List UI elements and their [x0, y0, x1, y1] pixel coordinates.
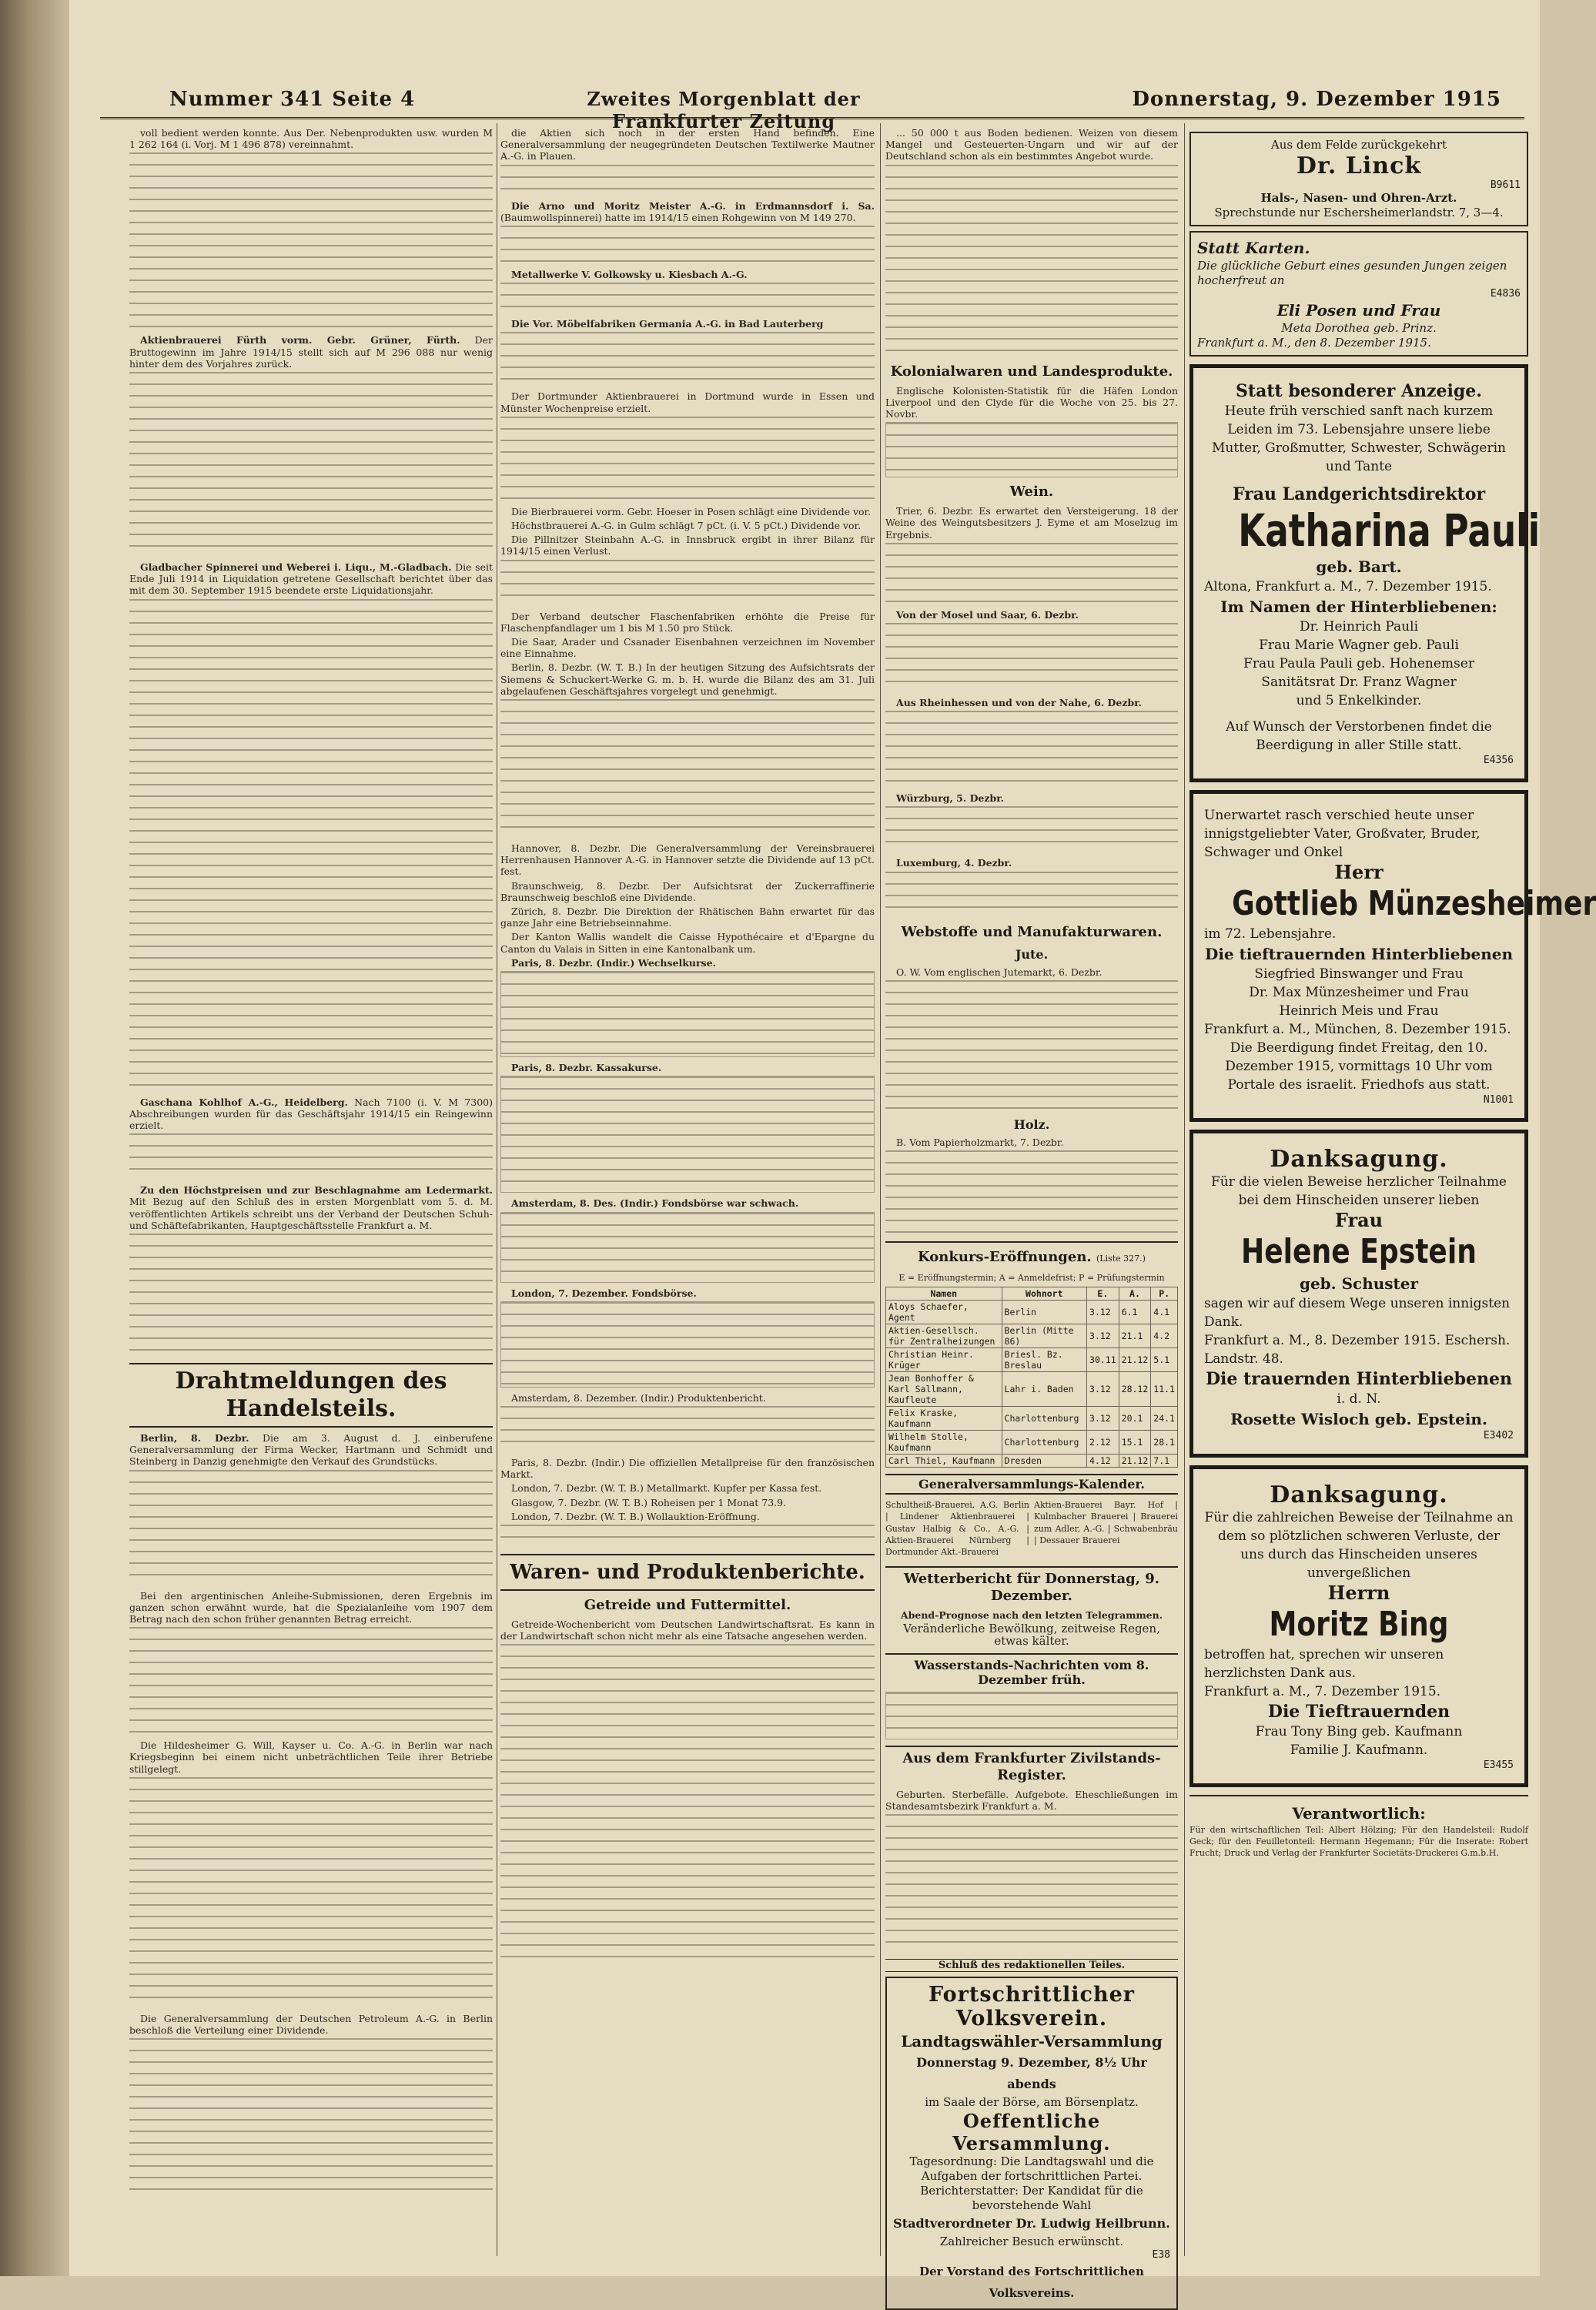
ad-pauli-n1: Dr. Heinrich Pauli — [1299, 619, 1419, 634]
subsection-heading: Wein. — [1009, 484, 1054, 500]
subsection-heading: Webstoffe und Manufakturwaren. — [901, 923, 1163, 940]
ad-bing-place: Frankfurt a. M., 7. Dezember 1915. — [1204, 1684, 1441, 1699]
cell-ort: Briesl. Bz. Breslau — [1002, 1348, 1086, 1372]
ad-pauli-head: Statt besonderer Anzeige. — [1236, 381, 1482, 401]
article-text-block — [500, 283, 875, 313]
table-row — [886, 1431, 1178, 1455]
cell-a: 21.12 — [1119, 1348, 1151, 1372]
article-text: Amsterdam, 8. Dezember. (Indir.) Produktenbericht. — [511, 1391, 766, 1404]
civil-register-text: Geburten. Sterbefälle. Aufgebote. Eheschließungen im Standesamtsbezirk Frankfurt a. M. — [885, 1788, 1178, 1813]
issue-date: Donnerstag, 9. Dezember 1915 — [1132, 88, 1501, 111]
imprint-text: Für den wirtschaftlichen Teil: Albert Hölzing; Für den Handelsteil: Rudolf Geck; für den Feuilletonteil: Hermann Hegemann; Für die Inserate: Robert Frucht; Druck und Verlag der Frankfurter Societäts-Druckerei G.m.b.H. — [1189, 1825, 1528, 1859]
ad-verein-date: Donnerstag 9. Dezember, 8½ Uhr abends — [916, 2055, 1147, 2092]
article-text-block — [885, 623, 1178, 692]
article-text: London, 7. Dezbr. (W. T. B.) Metallmarkt. Kupfer per Kassa fest. — [511, 1482, 822, 1495]
article-dateline: Aus Rheinhessen und von der Nahe, 6. Dezbr. — [896, 697, 1142, 709]
article-text-block — [129, 1133, 493, 1180]
ad-mz-n1: Siegfried Binswanger und Frau — [1254, 966, 1464, 982]
article-text: Die Generalversammlung der Deutschen Petroleum A.-G. in Berlin beschloß die Verteilung einer Dividende. — [129, 2012, 493, 2037]
article-text: Die Hildesheimer G. Will, Kayser u. Co. A.-G. in Berlin war nach Kriegsbeginn bei einem nicht unbeträchtlichen Teile ihrer Betriebe stillgelegt. — [129, 1739, 493, 1775]
ad-pauli-geb: geb. Bart. — [1316, 557, 1402, 576]
ad-code: E4836 — [1490, 288, 1521, 300]
article-text: Getreide-Wochenbericht vom Deutschen Landwirtschaftsrat. Es kann in der Landwirtschaft schon nicht mehr als eine Tatsache angesehen werden. — [500, 1618, 875, 1642]
article-heading: Zu den Höchstpreisen und zur Beschlagnahme am Ledermarkt. — [140, 1184, 493, 1197]
article-text: London, 7. Dezbr. (W. T. B.) Wollauktion-Eröffnung. — [511, 1510, 760, 1522]
ad-code: B9611 — [1490, 179, 1521, 191]
cell-e: 3.12 — [1087, 1372, 1119, 1407]
table-row — [886, 1301, 1178, 1324]
ad-pauli-n4: Sanitätsrat Dr. Franz Wagner — [1261, 675, 1457, 690]
ad-bing-line1: Für die zahlreichen Beweise der Teilnahme an dem so plötzlichen schweren Verluste, der uns durch das Hinscheiden unseres unvergeßlichen — [1204, 1510, 1514, 1581]
cell-p: 24.1 — [1151, 1407, 1178, 1431]
article-heading: Die Vor. Möbelfabriken Germania A.-G. in Bad Lauterberg — [511, 318, 824, 330]
article-text: Der Dortmunder Aktienbrauerei in Dortmund wurde in Essen und Münster Wochenpreise erzielt. — [500, 390, 875, 414]
article-text — [129, 561, 493, 597]
water-level-heading: Wasserstands-Nachrichten vom 8. Dezember früh. — [885, 1653, 1178, 1687]
cell-name: Christian Heinr. Krüger — [886, 1348, 1002, 1372]
market-heading: London, 7. Dezember. Fondsbörse. — [511, 1287, 697, 1299]
ad-bing-herr: Herrn — [1327, 1582, 1390, 1604]
ad-verein-place: im Saale der Börse, am Börsenplatz. — [925, 2095, 1139, 2110]
article-text: Hannover, 8. Dezbr. Die Generalversammlung der Vereinsbrauerei Herrenhausen Hannover A.-G. in Hannover setzte die Dividende auf 13 pCt. fest. — [500, 842, 875, 878]
ad-linck-line2: Hals-, Nasen- und Ohren-Arzt. — [1260, 191, 1457, 205]
ad-mz-n2: Dr. Max Münzesheimer und Frau — [1249, 985, 1469, 1000]
subsection-heading: Jute. — [1015, 946, 1049, 962]
article-text: Die Bierbrauerei vorm. Gebr. Hoeser in Posen schlägt eine Dividende vor. — [511, 505, 872, 517]
article-text — [129, 1184, 493, 1231]
ad-pauli-name: Katharina Pauli — [1238, 504, 1541, 557]
article-text-block — [500, 226, 875, 264]
col-wohnort: Wohnort — [1002, 1287, 1086, 1301]
cell-ort: Lahr i. Baden — [1002, 1372, 1086, 1407]
ad-mz-place: Frankfurt a. M., München, 8. Dezember 1915. — [1204, 1022, 1511, 1037]
cell-p: 7.1 — [1151, 1455, 1178, 1468]
article-dateline: B. Vom Papierholzmarkt, 7. Dezbr. — [896, 1136, 1064, 1148]
subsection-heading: Kolonialwaren und Landesprodukte. — [890, 363, 1173, 380]
market-heading: Paris, 8. Dezbr. Kassakurse. — [511, 1062, 662, 1074]
cell-e: 4.12 — [1087, 1455, 1119, 1468]
bankruptcy-heading: Konkurs-Eröffnungen. — [918, 1249, 1092, 1266]
cell-p: 28.1 — [1151, 1431, 1178, 1455]
article-heading: Die Arno und Moritz Meister A.-G. in Erdmannsdorf i. Sa. — [511, 199, 875, 212]
ad-posen-head: Statt Karten. — [1197, 239, 1310, 257]
article-text: Die Saar, Arader und Csanader Eisenbahnen verzeichnen im November eine Einnahme. — [500, 636, 875, 660]
book-binding — [0, 0, 69, 2276]
ad-verein-public: Oeffentliche Versammlung. — [952, 2110, 1111, 2155]
ad-code: E3455 — [1483, 1759, 1514, 1771]
ad-posen-names: Eli Posen und Frau — [1276, 301, 1441, 320]
cell-e: 2.12 — [1087, 1431, 1119, 1455]
ad-code: E4356 — [1483, 755, 1514, 766]
article-text-block — [885, 980, 1178, 1111]
cell-ort: Charlottenburg — [1002, 1407, 1086, 1431]
ad-code: N1001 — [1483, 1094, 1514, 1106]
section-heading — [885, 1249, 1178, 1267]
column-rule — [1184, 123, 1185, 2256]
article-text: Zürich, 8. Dezbr. Die Direktion der Rhätischen Bahn erwartet für das ganze Jahr eine Betriebseinnahme. — [500, 906, 875, 929]
ad-pauli-title: Frau Landgerichtsdirektor — [1232, 484, 1486, 504]
article-text-block — [129, 1234, 493, 1357]
market-heading: Amsterdam, 8. Des. (Indir.) Fondsbörse war schwach. — [511, 1197, 799, 1210]
article-text: Die Pillnitzer Steinbahn A.-G. in Innsbruck ergibt in ihrer Bilanz für 1914/15 einen Verlust. — [500, 534, 875, 557]
ad-pauli-n2: Frau Marie Wagner geb. Pauli — [1259, 638, 1459, 653]
ad-bing-line2: betroffen hat, sprechen wir unseren herzlichsten Dank aus. — [1204, 1647, 1444, 1681]
article-text-block — [129, 1470, 493, 1585]
cell-ort: Berlin (Mitte 86) — [1002, 1324, 1086, 1348]
article-text-block — [885, 711, 1178, 788]
article-text-block — [129, 372, 493, 557]
article-dateline: Von der Mosel und Saar, 6. Dezbr. — [896, 608, 1079, 621]
ad-linck — [1189, 132, 1528, 226]
cell-p: 11.1 — [1151, 1372, 1178, 1407]
article-dateline: O. W. Vom englischen Jutemarkt, 6. Dezbr. — [896, 966, 1102, 978]
article-heading: Gaschana Kohlhof A.-G., Heidelberg. — [140, 1096, 348, 1108]
table-row — [886, 1324, 1178, 1348]
article-text-block — [500, 417, 875, 501]
article-text: ... 50 000 t aus Boden bedienen. Weizen von diesem Mangel und Gesteuerten-Ungarn und wir auf der Deutschland schon als ein bestimmtes Angebot wurde. — [885, 127, 1178, 162]
article-text-block — [129, 599, 493, 1092]
article-dateline: Berlin, 8. Dezbr. — [140, 1432, 249, 1445]
ad-ep-place: Frankfurt a. M., 8. Dezember 1915. Eschersh. Landstr. 48. — [1204, 1333, 1511, 1367]
ad-code: E38 — [1152, 2249, 1170, 2261]
article-text-block — [129, 2038, 493, 2192]
civil-register-heading: Aus dem Frankfurter Zivilstands-Register. — [885, 1746, 1178, 1784]
article-text-block — [885, 872, 1178, 918]
ad-posen-nee: Meta Dorothea geb. Prinz. — [1281, 321, 1437, 335]
amsterdam-table — [500, 1212, 875, 1283]
article-text: Die seit Ende Juli 1914 in Liquidation getretene Gesellschaft berichtet über das mit dem 30. September 1915 beendete erste Liquidationsjahr. — [129, 561, 493, 597]
article-dateline: Luxemburg, 4. Dezbr. — [896, 857, 1012, 869]
ad-ep-in: i. d. N. — [1337, 1391, 1381, 1407]
cell-ort: Berlin — [1002, 1301, 1086, 1324]
cell-name: Jean Bonhoffer & Karl Sallmann, Kaufleute — [886, 1372, 1002, 1407]
cell-ort: Charlottenburg — [1002, 1431, 1086, 1455]
ad-mz-age: im 72. Lebensjahre. — [1204, 926, 1337, 942]
cell-a: 28.12 — [1119, 1372, 1151, 1407]
article-text — [129, 334, 493, 370]
article-text-block — [885, 543, 1178, 604]
table-row — [886, 1455, 1178, 1468]
ad-verein-title: Fortschrittlicher Volksverein. — [928, 1983, 1136, 2031]
ad-bing-head: Danksagung. — [1270, 1481, 1448, 1508]
section-heading: Waren- und Produktenberichte. — [500, 1554, 875, 1591]
article-text: Paris, 8. Dezbr. (Indir.) Die offiziellen Metallpreise für den französischen Markt. — [500, 1456, 875, 1481]
article-text — [129, 1432, 493, 1468]
article-text: Die am 3. August d. J. einberufene Generalversammlung der Firma Wecker, Hartmann und Schmidt und Steinberg in Danzig genehmigte den Verkauf des Grundstücks. — [129, 1432, 493, 1468]
cell-a: 21.1 — [1119, 1324, 1151, 1348]
section-heading: Drahtmeldungen des Handelsteils. — [129, 1363, 493, 1428]
ad-linck-name: Dr. Linck — [1296, 152, 1422, 179]
article-text-block — [500, 332, 875, 386]
ad-bing-n2: Familie J. Kaufmann. — [1290, 1743, 1428, 1758]
ad-ep-head: Danksagung. — [1270, 1146, 1448, 1173]
column-2 — [500, 127, 875, 2252]
ad-epstein — [1189, 1130, 1528, 1458]
cell-a: 20.1 — [1119, 1407, 1151, 1431]
article-text-block — [500, 165, 875, 196]
ad-mz-line1: Unerwartet rasch verschied heute unser innigstgeliebter Vater, Großvater, Bruder, Schwager und Onkel — [1204, 808, 1481, 860]
ad-mz-foot: Die Beerdigung findet Freitag, den 10. Dezember 1915, vormittags 10 Uhr vom Portale des israelit. Friedhofs aus statt. — [1225, 1040, 1493, 1093]
ad-posen — [1189, 231, 1528, 357]
imprint-heading: Verantwortlich: — [1292, 1804, 1426, 1823]
article-text: Der Verband deutscher Flaschenfabriken erhöhte die Preise für Flaschenpfandlager um 1 bis M 1.50 pro Stück. — [500, 610, 875, 634]
cell-e: 30.11 — [1087, 1348, 1119, 1372]
cell-p: 4.2 — [1151, 1324, 1178, 1348]
article-text-block — [500, 1644, 875, 1967]
cell-e: 3.12 — [1087, 1301, 1119, 1324]
article-text: Bei den argentinischen Anleihe-Submissionen, deren Ergebnis im ganzen schon erwähnt wurde, hat die Spezialanleihe vom 1907 dem Betrag nach den schon früher genannten Betrag erreicht. — [129, 1589, 493, 1625]
colonial-table — [885, 422, 1178, 477]
ad-pauli-n3: Frau Paula Pauli geb. Hohenemser — [1243, 656, 1474, 671]
cell-e: 3.12 — [1087, 1324, 1119, 1348]
column-rule — [880, 123, 881, 2256]
meeting-calendar-heading: Generalversammlungs-Kalender. — [885, 1474, 1178, 1495]
ad-pauli-names-head: Im Namen der Hinterbliebenen: — [1220, 598, 1497, 616]
bankruptcy-table — [885, 1287, 1178, 1468]
article-heading: Metallwerke V. Golkowsky u. Kiesbach A.-G. — [511, 269, 748, 281]
ad-mz-head: Die tieftrauernden Hinterbliebenen — [1204, 945, 1514, 963]
ad-bing-n1: Frau Tony Bing geb. Kaufmann — [1255, 1724, 1463, 1739]
col-a: A. — [1119, 1287, 1151, 1301]
ad-ep-line1: Für die vielen Beweise herzlicher Teilnahme bei dem Hinscheiden unserer lieben — [1211, 1174, 1507, 1208]
column-4-ads — [1189, 127, 1596, 2252]
ad-verein-sub: Landtagswähler-Versammlung — [901, 2032, 1163, 2051]
weather-sub: Abend-Prognose nach den letzten Telegrammen. — [900, 1609, 1163, 1622]
ad-bing-name: Moritz Bing — [1269, 1605, 1449, 1644]
meeting-list-left: Schultheiß-Brauerei, A.G. Berlin | Lindener Aktienbrauerei | Gustav Halbig & Co., A.-G. | Aktien-Brauerei Nürnberg | Dortmunder Akt.-Brauerei — [885, 1500, 1029, 1558]
col-p: P. — [1151, 1287, 1178, 1301]
article-text — [500, 269, 875, 280]
article-text: voll bedient werden konnte. Aus Der. Nebenprodukten usw. wurden M 1 262 164 (i. Vorj. M 1 496 878) vereinnahmt. — [129, 127, 493, 151]
cell-p: 4.1 — [1151, 1301, 1178, 1324]
article-dateline: Würzburg, 5. Dezbr. — [896, 792, 1004, 805]
ad-bing — [1189, 1465, 1528, 1787]
market-heading: Paris, 8. Dezbr. (Indir.) Wechselkurse. — [511, 956, 716, 969]
article-text: Nach 7100 (i. V. M 7300) Abschreibungen wurden für das Geschäftsjahr 1914/15 ein Reingewinn erzielt. — [129, 1096, 493, 1132]
col-names: Namen — [886, 1287, 1002, 1301]
article-text-block — [129, 1627, 493, 1735]
article-text: Braunschweig, 8. Dezbr. Der Aufsichtsrat der Zuckerraffinerie Braunschweig beschloß eine Dividende. — [500, 879, 875, 903]
weather-forecast: Veränderliche Bewölkung, zeitweise Regen, etwas kälter. — [903, 1622, 1160, 1648]
ad-posen-line1: Die glückliche Geburt eines gesunden Jungen zeigen hocherfreut an — [1197, 259, 1507, 287]
ad-muenzesheimer — [1189, 790, 1596, 1122]
article-text-block — [885, 165, 1178, 357]
article-heading: Gladbacher Spinnerei und Weberei i. Liqu., M.-Gladbach. — [140, 561, 452, 574]
article-text-block — [500, 699, 875, 838]
cell-a: 15.1 — [1119, 1431, 1151, 1455]
table-row — [886, 1372, 1178, 1407]
cell-e: 3.12 — [1087, 1407, 1119, 1431]
article-text: Mit Bezug auf den Schluß des in ersten Morgenblatt vom 5. d. M. veröffentlichten Artikels schreibt uns der Verband der Deutschen Schuh- und Schäftefabrikanten, Hauptgeschäftsstelle Frankfurt a. M. — [129, 1196, 493, 1231]
ad-linck-line1: Aus dem Felde zurückgekehrt — [1270, 138, 1447, 152]
editorial-end: Schluß des redaktionellen Teiles. — [885, 1959, 1178, 1972]
page-number: Nummer 341 Seite 4 — [169, 88, 416, 111]
article-text: Glasgow, 7. Dezbr. (W. T. B.) Roheisen per 1 Monat 73.9. — [511, 1496, 787, 1508]
article-text: Trier, 6. Dezbr. Es erwartet den Versteigerung. 18 der Weine des Weingutsbesitzers J. Eyme et am Moselzug im Ergebnis. — [885, 505, 1178, 541]
article-text: (Baumwollspinnerei) hatte im 1914/15 einen Rohgewinn von M 149 270. — [500, 211, 856, 223]
ad-verein-speaker-name: Stadtverordneter Dr. Ludwig Heilbrunn. — [893, 2216, 1170, 2231]
ad-ep-line2: sagen wir auf diesem Wege unseren innigsten Dank. — [1204, 1296, 1511, 1330]
article-text — [129, 1096, 493, 1132]
article-text: Der Kanton Wallis wandelt die Caisse Hypothécaire et d'Epargne du Canton du Valais in Sitten in eine Kantonalbank um. — [500, 931, 875, 955]
ad-ep-frau: Frau — [1334, 1209, 1384, 1231]
article-text-block — [129, 152, 493, 330]
ad-verein-invite: Zahlreicher Besuch erwünscht. — [939, 2235, 1124, 2249]
article-text-block — [500, 1525, 875, 1548]
article-text-block — [500, 560, 875, 606]
ad-volksverein — [885, 1977, 1178, 2310]
column-1 — [129, 127, 493, 2252]
article-text — [500, 318, 875, 330]
ad-ep-trauer: Die trauernden Hinterbliebenen — [1205, 1369, 1513, 1389]
subsection-heading: Getreide und Futtermittel. — [584, 1596, 791, 1613]
article-heading: Aktienbrauerei Fürth vorm. Gebr. Grüner, Fürth. — [140, 334, 460, 346]
civil-register-block — [885, 1814, 1178, 1953]
cell-a: 6.1 — [1119, 1301, 1151, 1324]
cell-name: Wilhelm Stolle, Kaufmann — [886, 1431, 1002, 1455]
exchange-rate-table — [500, 971, 875, 1057]
ad-verein-speaker: Berichterstatter: Der Kandidat für die bevorstehende Wahl — [920, 2184, 1143, 2213]
ad-posen-place: Frankfurt a. M., den 8. Dezember 1915. — [1197, 336, 1431, 350]
cash-price-table — [500, 1076, 875, 1193]
bankruptcy-legend: E = Eröffnungstermin; A = Anmeldefrist; P = Prüfungstermin — [898, 1273, 1165, 1284]
water-level-table — [885, 1692, 1178, 1739]
ad-pauli-line1: Heute früh verschied sanft nach kurzem Leiden im 73. Lebensjahre unsere liebe Mutter, Großmutter, Schwester, Schwägerin und Tante — [1212, 403, 1506, 474]
column-3 — [885, 127, 1178, 2301]
ad-mz-herr: Herr — [1334, 861, 1384, 883]
cell-a: 21.12 — [1119, 1455, 1151, 1468]
ad-mz-name: Gottlieb Münzesheimer — [1232, 884, 1596, 923]
ad-ep-sig: Rosette Wisloch geb. Epstein. — [1230, 1410, 1487, 1428]
article-text-block — [885, 806, 1178, 852]
col-e: E. — [1087, 1287, 1119, 1301]
article-text-block — [885, 1150, 1178, 1235]
ad-pauli-foot: Auf Wunsch der Verstorbenen findet die Beerdigung in aller Stille statt. — [1226, 719, 1492, 753]
bankruptcy-note: (Liste 327.) — [1096, 1254, 1146, 1264]
weather-heading: Wetterbericht für Donnerstag, 9. Dezember. — [885, 1566, 1178, 1605]
article-text-block — [500, 1406, 875, 1452]
ad-verein-agenda: Tagesordnung: Die Landtagswahl und die Aufgaben der fortschrittlichen Partei. — [909, 2154, 1154, 2184]
article-text — [500, 200, 875, 223]
ad-linck-line3: Sprechstunde nur Eschersheimerlandstr. 7, 3—4. — [1214, 206, 1504, 219]
article-text: Der Bruttogewinn im Jahre 1914/15 stellt sich auf M 296 088 nur wenig hinter dem des Vorjahres zurück. — [129, 334, 493, 370]
meeting-list-right: Aktien-Brauerei Bayr. Hof | Kulmbacher Brauerei | Brauerei zum Adler, A.-G. | Schwabenbräu | Dessauer Brauerei — [1034, 1500, 1178, 1545]
cell-name: Felix Kraske, Kaufmann — [886, 1407, 1002, 1431]
newspaper-title: Zweites Morgenblatt der Frankfurter Zeitung — [587, 88, 861, 132]
cell-name: Aktien-Gesellsch. für Zentralheizungen — [886, 1324, 1002, 1348]
masthead — [100, 83, 1524, 132]
article-text: die Aktien sich noch in der ersten Hand befinden. Eine Generalversammlung der neugegründeten Deutschen Textilwerke Mautner A.-G. in Plauen. — [500, 127, 875, 162]
table-row — [886, 1407, 1178, 1431]
cell-name: Carl Thiel, Kaufmann — [886, 1455, 1002, 1468]
ad-pauli-n5: und 5 Enkelkinder. — [1296, 693, 1422, 708]
ad-ep-name: Helene Epstein — [1241, 1232, 1477, 1271]
ad-verein-board: Der Vorstand des Fortschrittlichen Volksvereins. — [919, 2265, 1144, 2301]
subsection-heading: Holz. — [1013, 1116, 1050, 1132]
cell-name: Aloys Schaefer, Agent — [886, 1301, 1002, 1324]
article-text: Englische Kolonisten-Statistik für die Häfen London Liverpool und den Clyde für die Woche von 25. bis 27. Novbr. — [885, 384, 1178, 420]
table-row — [886, 1348, 1178, 1372]
ad-pauli-place: Altona, Frankfurt a. M., 7. Dezember 1915. — [1204, 579, 1492, 594]
london-table — [500, 1301, 875, 1388]
ad-ep-geb: geb. Schuster — [1299, 1274, 1419, 1293]
ad-pauli — [1189, 364, 1541, 782]
ad-bing-trauer: Die Tieftrauernden — [1267, 1702, 1450, 1722]
cell-ort: Dresden — [1002, 1455, 1086, 1468]
ad-code: E3402 — [1483, 1430, 1514, 1441]
article-text-block — [129, 1777, 493, 2008]
article-text: Berlin, 8. Dezbr. (W. T. B.) In der heutigen Sitzung des Aufsichtsrats der Siemens & Schuckert-Werke G. m. b. H. wurde die Bilanz des am 31. Juli abgelaufenen Geschäftsjahres vorgelegt und genehmigt. — [500, 661, 875, 697]
cell-p: 5.1 — [1151, 1348, 1178, 1372]
ad-mz-n3: Heinrich Meis und Frau — [1279, 1003, 1439, 1019]
article-text: Höchstbrauerei A.-G. in Gulm schlägt 7 pCt. (i. V. 5 pCt.) Dividende vor. — [511, 520, 862, 532]
